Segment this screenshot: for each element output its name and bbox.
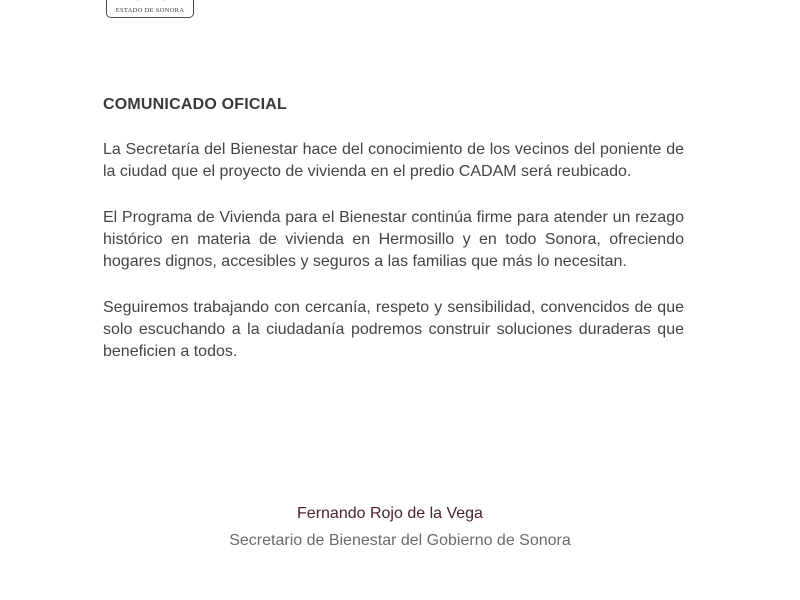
paragraph-2: El Programa de Vivienda para el Bienestar continúa firme para atender un rezago histórico en materia de vivienda en Hermosillo y en todo Sonora, ofreciendo hogares dignos, accesibles y seguros a las familias que más lo necesitan. <box>103 209 684 270</box>
signatory-name: Fernando Rojo de la Vega <box>297 505 483 522</box>
seal-icon <box>127 0 175 2</box>
state-logo <box>106 0 194 18</box>
communique-title: COMUNICADO OFICIAL <box>103 96 288 113</box>
paragraph-1: La Secretaría del Bienestar hace del conocimiento de los vecinos del poniente de la ciudad que el proyecto de vivienda en el predio CADAM será reubicado. <box>103 141 684 180</box>
logo-text: ESTADO DE SONORA <box>115 7 185 14</box>
paragraph-3: Seguiremos trabajando con cercanía, respeto y sensibilidad, convencidos de que solo escuchando a la ciudadanía podremos construir soluciones duraderas que beneficien a todos. <box>103 299 684 360</box>
signatory-title: Secretario de Bienestar del Gobierno de Sonora <box>229 532 571 549</box>
communique-body <box>103 94 684 363</box>
